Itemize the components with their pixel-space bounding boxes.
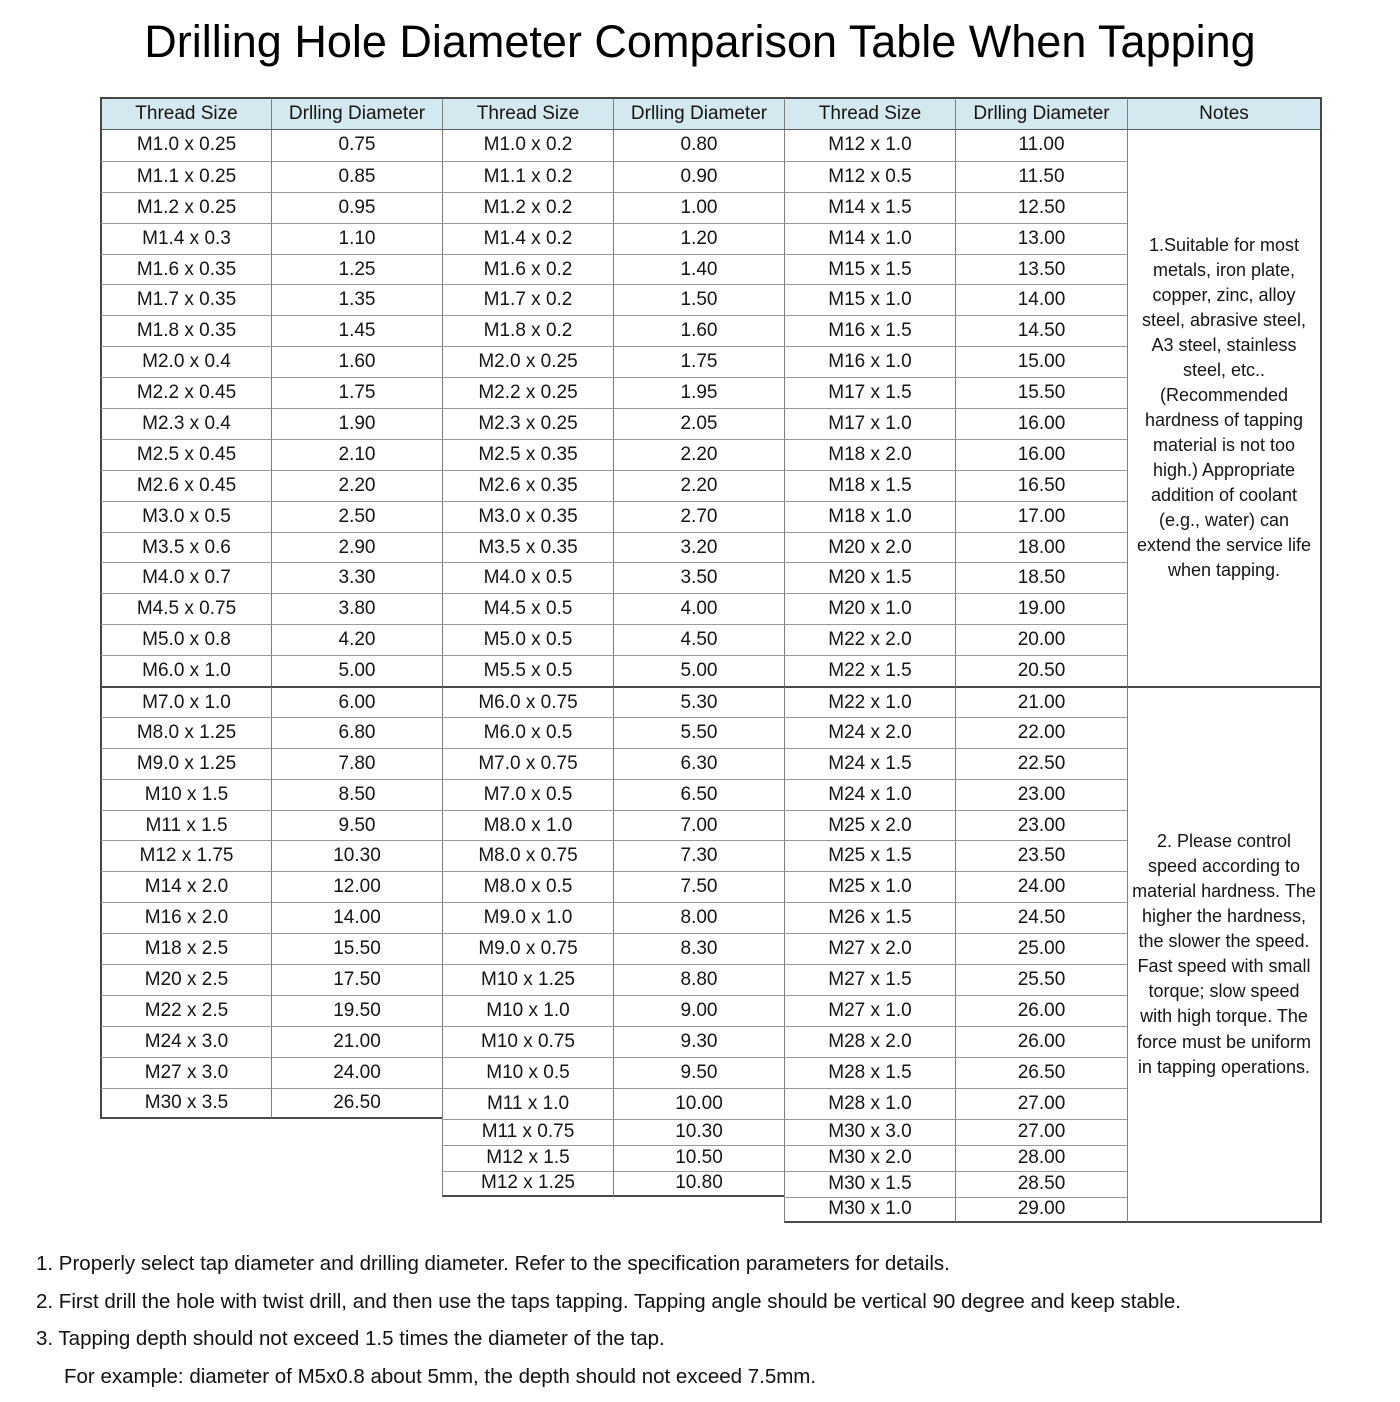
drilling-diameter-cell: 11.00	[955, 130, 1127, 161]
drilling-diameter-cell: 21.00	[955, 686, 1127, 717]
drilling-diameter-cell: 9.50	[613, 1057, 784, 1088]
drilling-diameter-cell: 8.30	[613, 933, 784, 964]
thread-size-cell: M18 x 1.0	[784, 501, 955, 532]
drilling-diameter-cell: 2.90	[271, 532, 442, 563]
drilling-diameter-cell: 26.50	[271, 1088, 442, 1119]
comparison-table	[100, 97, 1322, 1223]
drilling-diameter-cell: 12.50	[955, 192, 1127, 223]
thread-size-cell: M1.0 x 0.25	[100, 130, 271, 161]
thread-size-cell: M2.2 x 0.25	[442, 377, 613, 408]
drilling-diameter-cell: 23.00	[955, 810, 1127, 841]
drilling-diameter-cell: 16.00	[955, 439, 1127, 470]
thread-size-cell: M18 x 2.5	[100, 933, 271, 964]
drilling-diameter-cell: 27.00	[955, 1119, 1127, 1145]
drilling-diameter-cell: 16.50	[955, 470, 1127, 501]
drilling-diameter-cell: 2.10	[271, 439, 442, 470]
thread-size-cell: M10 x 0.5	[442, 1057, 613, 1088]
drilling-diameter-cell: 3.50	[613, 562, 784, 593]
drilling-diameter-cell: 8.50	[271, 779, 442, 810]
drilling-diameter-cell: 2.20	[613, 470, 784, 501]
thread-size-cell: M16 x 2.0	[100, 902, 271, 933]
drilling-diameter-cell: 0.75	[271, 130, 442, 161]
thread-size-cell: M28 x 1.5	[784, 1057, 955, 1088]
drilling-diameter-cell: 21.00	[271, 1026, 442, 1057]
thread-size-cell: M8.0 x 0.75	[442, 840, 613, 871]
thread-size-cell: M11 x 0.75	[442, 1119, 613, 1145]
thread-size-cell: M6.0 x 0.75	[442, 686, 613, 717]
thread-size-cell: M2.0 x 0.25	[442, 346, 613, 377]
drilling-diameter-cell: 5.50	[613, 717, 784, 748]
drilling-diameter-cell: 22.00	[955, 717, 1127, 748]
thread-size-cell: M11 x 1.5	[100, 810, 271, 841]
thread-size-cell: M20 x 2.5	[100, 964, 271, 995]
thread-size-cell: M2.0 x 0.4	[100, 346, 271, 377]
drilling-diameter-cell: 1.75	[271, 377, 442, 408]
thread-size-cell: M2.6 x 0.45	[100, 470, 271, 501]
thread-size-cell: M30 x 2.0	[784, 1145, 955, 1171]
drilling-diameter-cell: 20.00	[955, 624, 1127, 655]
thread-size-cell: M30 x 1.5	[784, 1171, 955, 1197]
footer-notes	[36, 1252, 1376, 1402]
drilling-diameter-cell: 12.00	[271, 871, 442, 902]
column-header-thread-size-2: Thread Size	[442, 97, 613, 130]
drilling-diameter-cell: 28.00	[955, 1145, 1127, 1171]
notes-cell-1: 1.Suitable for most metals, iron plate, copper, zinc, alloy steel, abrasive steel, A3 steel, stainless steel, etc..(Recommended hardness of tapping material is not too high.) Appropriate addition of coolant (e.g., water) can extend the service life when tapping.	[1127, 130, 1322, 686]
thread-size-cell: M5.0 x 0.8	[100, 624, 271, 655]
thread-size-cell: M27 x 3.0	[100, 1057, 271, 1088]
drilling-diameter-cell: 1.75	[613, 346, 784, 377]
thread-size-cell: M28 x 1.0	[784, 1088, 955, 1119]
thread-size-cell: M2.6 x 0.35	[442, 470, 613, 501]
footer-note-3: 3. Tapping depth should not exceed 1.5 times the diameter of the tap.	[36, 1327, 665, 1350]
drilling-diameter-cell: 0.90	[613, 161, 784, 192]
thread-size-cell: M1.4 x 0.2	[442, 223, 613, 254]
thread-size-cell: M25 x 1.5	[784, 840, 955, 871]
drilling-diameter-cell: 1.20	[613, 223, 784, 254]
drilling-diameter-cell: 6.00	[271, 686, 442, 717]
thread-size-cell: M24 x 2.0	[784, 717, 955, 748]
thread-size-cell: M22 x 1.0	[784, 686, 955, 717]
thread-size-cell: M12 x 1.75	[100, 840, 271, 871]
drilling-diameter-cell: 0.85	[271, 161, 442, 192]
drilling-diameter-cell: 24.50	[955, 902, 1127, 933]
thread-size-cell: M22 x 1.5	[784, 655, 955, 686]
drilling-diameter-cell: 0.80	[613, 130, 784, 161]
thread-size-cell: M4.0 x 0.7	[100, 562, 271, 593]
drilling-diameter-cell: 18.00	[955, 532, 1127, 563]
thread-size-cell: M14 x 2.0	[100, 871, 271, 902]
thread-size-cell: M2.5 x 0.35	[442, 439, 613, 470]
thread-size-cell: M10 x 1.5	[100, 779, 271, 810]
thread-size-cell: M9.0 x 1.25	[100, 748, 271, 779]
drilling-diameter-cell: 10.30	[613, 1119, 784, 1145]
thread-size-cell: M1.0 x 0.2	[442, 130, 613, 161]
thread-size-cell: M12 x 1.25	[442, 1171, 613, 1197]
drilling-diameter-cell: 8.00	[613, 902, 784, 933]
thread-size-cell: M30 x 3.0	[784, 1119, 955, 1145]
thread-size-cell: M1.1 x 0.2	[442, 161, 613, 192]
thread-size-cell: M1.7 x 0.2	[442, 284, 613, 315]
column-header-thread-size-1: Thread Size	[100, 97, 271, 130]
thread-size-cell: M1.2 x 0.2	[442, 192, 613, 223]
drilling-diameter-cell: 14.00	[955, 284, 1127, 315]
thread-size-cell: M7.0 x 0.75	[442, 748, 613, 779]
footer-note-4: For example: diameter of M5x0.8 about 5mm, the depth should not exceed 7.5mm.	[64, 1364, 817, 1388]
thread-size-cell: M20 x 2.0	[784, 532, 955, 563]
drilling-diameter-cell: 4.00	[613, 593, 784, 624]
thread-size-cell: M2.5 x 0.45	[100, 439, 271, 470]
thread-size-cell: M18 x 1.5	[784, 470, 955, 501]
thread-size-cell: M8.0 x 1.0	[442, 810, 613, 841]
drilling-diameter-cell: 1.60	[613, 315, 784, 346]
thread-size-cell: M27 x 2.0	[784, 933, 955, 964]
thread-size-cell: M25 x 2.0	[784, 810, 955, 841]
drilling-diameter-cell: 26.00	[955, 995, 1127, 1026]
column-header-drilling-diameter-3: Drlling Diameter	[955, 97, 1127, 130]
thread-size-cell: M11 x 1.0	[442, 1088, 613, 1119]
thread-size-cell: M27 x 1.5	[784, 964, 955, 995]
thread-size-cell: M1.4 x 0.3	[100, 223, 271, 254]
thread-size-cell: M3.5 x 0.6	[100, 532, 271, 563]
thread-size-cell: M5.0 x 0.5	[442, 624, 613, 655]
drilling-diameter-cell: 1.35	[271, 284, 442, 315]
drilling-diameter-cell: 2.50	[271, 501, 442, 532]
drilling-diameter-cell: 24.00	[955, 871, 1127, 902]
thread-size-cell: M7.0 x 0.5	[442, 779, 613, 810]
notes-cell-2: 2. Please control speed according to material hardness. The higher the hardness, the slower the speed. Fast speed with small torque; slow speed with high torque. The force must be uniform in tapping operations.	[1127, 686, 1322, 1223]
thread-size-cell: M22 x 2.0	[784, 624, 955, 655]
drilling-diameter-cell: 27.00	[955, 1088, 1127, 1119]
thread-size-cell: M20 x 1.5	[784, 562, 955, 593]
drilling-diameter-cell: 1.90	[271, 408, 442, 439]
drilling-diameter-cell: 0.95	[271, 192, 442, 223]
thread-size-cell: M6.0 x 0.5	[442, 717, 613, 748]
thread-size-cell: M12 x 1.5	[442, 1145, 613, 1171]
footer-note-1: 1. Properly select tap diameter and drilling diameter. Refer to the specification parameters for details.	[36, 1252, 950, 1275]
thread-size-cell: M1.7 x 0.35	[100, 284, 271, 315]
drilling-diameter-cell: 6.30	[613, 748, 784, 779]
drilling-diameter-cell: 10.30	[271, 840, 442, 871]
page-title: Drilling Hole Diameter Comparison Table When Tapping	[144, 16, 1256, 67]
column-header-drilling-diameter-2: Drlling Diameter	[613, 97, 784, 130]
thread-size-cell: M10 x 0.75	[442, 1026, 613, 1057]
thread-size-cell: M24 x 3.0	[100, 1026, 271, 1057]
thread-size-cell: M1.2 x 0.25	[100, 192, 271, 223]
thread-size-cell: M3.0 x 0.5	[100, 501, 271, 532]
drilling-diameter-cell: 1.25	[271, 254, 442, 285]
drilling-diameter-cell: 9.50	[271, 810, 442, 841]
drilling-diameter-cell: 9.00	[613, 995, 784, 1026]
drilling-diameter-cell: 7.00	[613, 810, 784, 841]
thread-size-cell: M28 x 2.0	[784, 1026, 955, 1057]
drilling-diameter-cell: 1.40	[613, 254, 784, 285]
thread-size-cell: M1.8 x 0.35	[100, 315, 271, 346]
drilling-diameter-cell: 28.50	[955, 1171, 1127, 1197]
thread-size-cell: M9.0 x 1.0	[442, 902, 613, 933]
drilling-diameter-cell: 9.30	[613, 1026, 784, 1057]
drilling-diameter-cell: 17.50	[271, 964, 442, 995]
drilling-diameter-cell: 2.05	[613, 408, 784, 439]
thread-size-cell: M16 x 1.5	[784, 315, 955, 346]
drilling-diameter-cell: 4.20	[271, 624, 442, 655]
drilling-diameter-cell: 3.30	[271, 562, 442, 593]
thread-size-cell: M1.6 x 0.2	[442, 254, 613, 285]
thread-size-cell: M15 x 1.5	[784, 254, 955, 285]
drilling-diameter-cell: 14.00	[271, 902, 442, 933]
drilling-diameter-cell: 24.00	[271, 1057, 442, 1088]
drilling-diameter-cell: 17.00	[955, 501, 1127, 532]
thread-size-cell: M9.0 x 0.75	[442, 933, 613, 964]
column-header-notes: Notes	[1127, 97, 1322, 130]
drilling-diameter-cell: 1.95	[613, 377, 784, 408]
thread-size-cell: M22 x 2.5	[100, 995, 271, 1026]
drilling-diameter-cell: 3.80	[271, 593, 442, 624]
drilling-diameter-cell: 4.50	[613, 624, 784, 655]
drilling-diameter-cell: 10.80	[613, 1171, 784, 1197]
thread-size-cell: M4.5 x 0.5	[442, 593, 613, 624]
thread-size-cell: M26 x 1.5	[784, 902, 955, 933]
thread-size-cell: M1.1 x 0.25	[100, 161, 271, 192]
thread-size-cell: M4.5 x 0.75	[100, 593, 271, 624]
drilling-diameter-cell: 19.00	[955, 593, 1127, 624]
drilling-diameter-cell: 15.50	[955, 377, 1127, 408]
drilling-diameter-cell: 10.50	[613, 1145, 784, 1171]
thread-size-cell: M2.3 x 0.25	[442, 408, 613, 439]
drilling-diameter-cell: 6.80	[271, 717, 442, 748]
drilling-diameter-cell: 23.50	[955, 840, 1127, 871]
drilling-diameter-cell: 26.00	[955, 1026, 1127, 1057]
thread-size-cell: M24 x 1.0	[784, 779, 955, 810]
thread-size-cell: M6.0 x 1.0	[100, 655, 271, 686]
column-header-drilling-diameter-1: Drlling Diameter	[271, 97, 442, 130]
drilling-diameter-cell: 1.45	[271, 315, 442, 346]
drilling-diameter-cell: 15.00	[955, 346, 1127, 377]
drilling-diameter-cell: 20.50	[955, 655, 1127, 686]
drilling-diameter-cell: 1.10	[271, 223, 442, 254]
thread-size-cell: M16 x 1.0	[784, 346, 955, 377]
thread-size-cell: M25 x 1.0	[784, 871, 955, 902]
thread-size-cell: M4.0 x 0.5	[442, 562, 613, 593]
thread-size-cell: M8.0 x 1.25	[100, 717, 271, 748]
footer-note-2: 2. First drill the hole with twist drill, and then use the taps tapping. Tapping angle should be vertical 90 degree and keep stable.	[36, 1289, 1181, 1313]
thread-size-cell: M1.6 x 0.35	[100, 254, 271, 285]
column-header-thread-size-3: Thread Size	[784, 97, 955, 130]
thread-size-cell: M20 x 1.0	[784, 593, 955, 624]
drilling-diameter-cell: 2.20	[271, 470, 442, 501]
thread-size-cell: M7.0 x 1.0	[100, 686, 271, 717]
drilling-diameter-cell: 13.50	[955, 254, 1127, 285]
thread-size-cell: M12 x 0.5	[784, 161, 955, 192]
thread-size-cell: M14 x 1.5	[784, 192, 955, 223]
drilling-diameter-cell: 7.30	[613, 840, 784, 871]
drilling-diameter-cell: 2.20	[613, 439, 784, 470]
thread-size-cell: M24 x 1.5	[784, 748, 955, 779]
thread-size-cell: M1.8 x 0.2	[442, 315, 613, 346]
thread-size-cell: M12 x 1.0	[784, 130, 955, 161]
thread-size-cell: M17 x 1.0	[784, 408, 955, 439]
drilling-diameter-cell: 13.00	[955, 223, 1127, 254]
thread-size-cell: M8.0 x 0.5	[442, 871, 613, 902]
thread-size-cell: M10 x 1.0	[442, 995, 613, 1026]
drilling-diameter-cell: 10.00	[613, 1088, 784, 1119]
drilling-diameter-cell: 1.60	[271, 346, 442, 377]
drilling-diameter-cell: 1.50	[613, 284, 784, 315]
thread-size-cell: M10 x 1.25	[442, 964, 613, 995]
drilling-diameter-cell: 16.00	[955, 408, 1127, 439]
drilling-diameter-cell: 23.00	[955, 779, 1127, 810]
drilling-diameter-cell: 1.00	[613, 192, 784, 223]
drilling-diameter-cell: 25.50	[955, 964, 1127, 995]
drilling-diameter-cell: 7.50	[613, 871, 784, 902]
drilling-diameter-cell: 22.50	[955, 748, 1127, 779]
drilling-diameter-cell: 3.20	[613, 532, 784, 563]
drilling-diameter-cell: 29.00	[955, 1197, 1127, 1223]
thread-size-cell: M3.5 x 0.35	[442, 532, 613, 563]
drilling-diameter-cell: 2.70	[613, 501, 784, 532]
thread-size-cell: M15 x 1.0	[784, 284, 955, 315]
drilling-diameter-cell: 5.30	[613, 686, 784, 717]
thread-size-cell: M27 x 1.0	[784, 995, 955, 1026]
thread-size-cell: M17 x 1.5	[784, 377, 955, 408]
drilling-diameter-cell: 26.50	[955, 1057, 1127, 1088]
thread-size-cell: M2.3 x 0.4	[100, 408, 271, 439]
thread-size-cell: M18 x 2.0	[784, 439, 955, 470]
drilling-diameter-cell: 5.00	[613, 655, 784, 686]
drilling-diameter-cell: 11.50	[955, 161, 1127, 192]
thread-size-cell: M14 x 1.0	[784, 223, 955, 254]
thread-size-cell: M5.5 x 0.5	[442, 655, 613, 686]
drilling-diameter-cell: 5.00	[271, 655, 442, 686]
thread-size-cell: M30 x 1.0	[784, 1197, 955, 1223]
drilling-diameter-cell: 8.80	[613, 964, 784, 995]
thread-size-cell: M30 x 3.5	[100, 1088, 271, 1119]
drilling-diameter-cell: 14.50	[955, 315, 1127, 346]
drilling-diameter-cell: 6.50	[613, 779, 784, 810]
drilling-diameter-cell: 19.50	[271, 995, 442, 1026]
drilling-diameter-cell: 7.80	[271, 748, 442, 779]
drilling-diameter-cell: 18.50	[955, 562, 1127, 593]
drilling-diameter-cell: 25.00	[955, 933, 1127, 964]
thread-size-cell: M3.0 x 0.35	[442, 501, 613, 532]
thread-size-cell: M2.2 x 0.45	[100, 377, 271, 408]
drilling-diameter-cell: 15.50	[271, 933, 442, 964]
